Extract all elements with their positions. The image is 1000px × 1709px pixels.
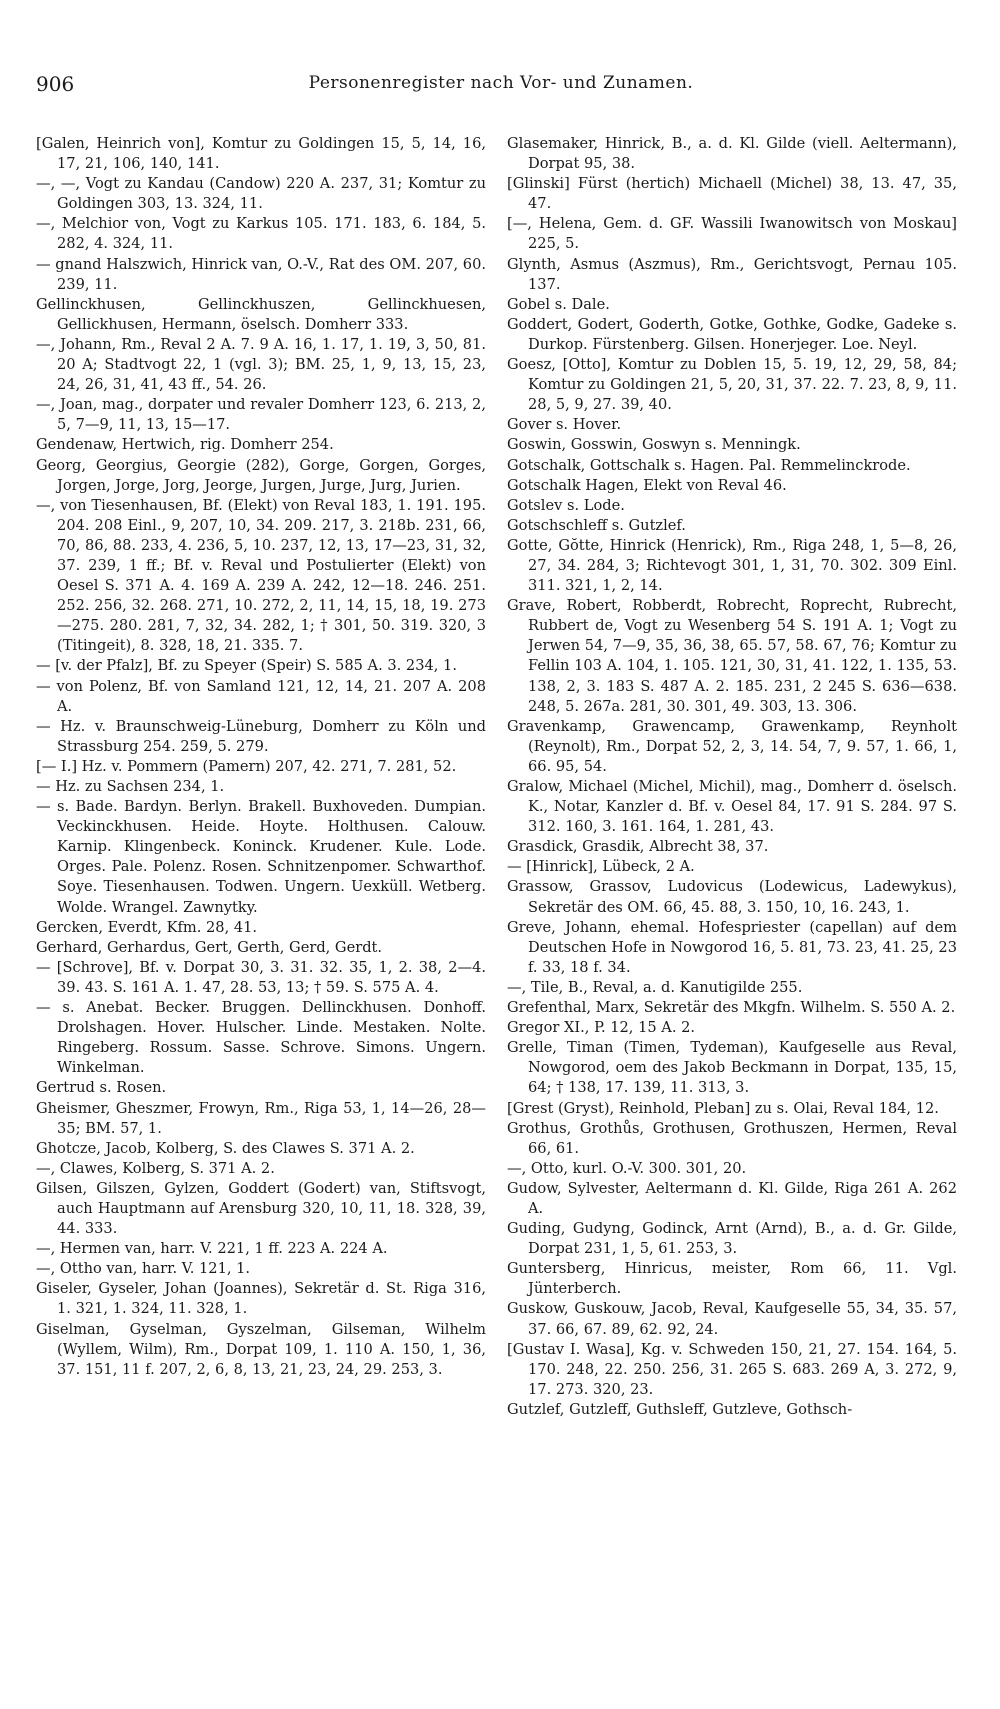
register-entry: [— I.] Hz. v. Pommern (Pamern) 207, 42. 271, 7. 281, 52. [36, 757, 457, 775]
register-entry: [Glinski] Fürst (hertich) Michaell (Michel) 38, 13. 47, 35, 47. [507, 175, 957, 213]
register-entry: —, Melchior von, Vogt zu Karkus 105. 171. 183, 6. 184, 5. 282, 4. 324, 11. [36, 215, 486, 253]
register-entry: — [v. der Pfalz], Bf. zu Speyer (Speir) S. 585 A. 3. 234, 1. [36, 657, 457, 675]
register-entry: Guskow, Guskouw, Jacob, Reval, Kaufgeselle 55, 34, 35. 57, 37. 66, 67. 89, 62. 92, 24. [507, 1300, 957, 1338]
register-entry: [Grest (Gryst), Reinhold, Pleban] zu s. Olai, Reval 184, 12. [507, 1099, 939, 1117]
register-entry: Gravenkamp, Grawencamp, Grawenkamp, Reynholt (Reynolt), Rm., Dorpat 52, 2, 3, 14. 54, 7, 9. 57, 1. 66, 1, 66. 95, 54. [507, 717, 957, 775]
page-number: 906 [36, 72, 75, 96]
register-entry: —, Clawes, Kolberg, S. 371 A. 2. [36, 1159, 275, 1177]
register-entry: Gertrud s. Rosen. [36, 1079, 167, 1097]
register-entry: —, Ottho van, harr. V. 121, 1. [36, 1260, 251, 1278]
page-header [36, 72, 966, 98]
register-entry: Glynth, Asmus (Aszmus), Rm., Gerichtsvogt, Pernau 105. 137. [507, 255, 957, 293]
register-entry: —, Hermen van, harr. V. 221, 1 ff. 223 A. 224 A. [36, 1240, 388, 1258]
register-entry: Greve, Johann, ehemal. Hofespriester (capellan) auf dem Deutschen Hofe in Nowgorod 16, 5. 81, 73. 23, 41. 25, 23 f. 33, 18 f. 34. [507, 918, 957, 976]
register-entry: [—, Helena, Gem. d. GF. Wassili Iwanowitsch von Moskau] 225, 5. [507, 215, 957, 253]
register-entry: Gotslev s. Lode. [507, 496, 625, 514]
register-entry: — [Hinrick], Lübeck, 2 A. [507, 858, 695, 876]
register-entry: Gotschalk, Gottschalk s. Hagen. Pal. Remmelinckrode. [507, 456, 911, 474]
register-entry: —, Tile, B., Reval, a. d. Kanutigilde 255. [507, 978, 803, 996]
register-entry: Grave, Robert, Robberdt, Robrecht, Roprecht, Rubrecht, Rubbert de, Vogt zu Wesenberg 54 S. 191 A. 1; Vogt zu Jerwen 54, 7—9, 35, 36, 38, 65. 57, 58. 67, 76; Komtur zu Fellin 103 A. 104, 1. 105. 121, 30, 31, 41. 122, 1. 135, 53. 138, 2, 3. 183 S. 487 A. 2. 185. 231, 2 245 S. 636—638. 248, 5. 267a. 281, 30. 301, 49. 303, 13. 306. [507, 597, 957, 715]
register-entry: Goddert, Godert, Goderth, Gotke, Gothke, Godke, Gadeke s. Durkop. Fürstenberg. Gilsen. Honerjeger. Loe. Neyl. [507, 315, 957, 353]
register-entry: —, von Tiesenhausen, Bf. (Elekt) von Reval 183, 1. 191. 195. 204. 208 Einl., 9, 207, 10, 34. 209. 217, 3. 218b. 231, 66, 70, 86, 88. 233, 4. 236, 5, 10. 237, 12, 13, 17—23, 31, 32, 37. 239, 1 ff.; Bf. v. Reval und Postulierter (Elekt) von Oesel S. 371 A. 4. 169 A. 239 A. 242, 12—18. 246. 251. 252. 256, 32. 268. 271, 10. 272, 2, 11, 14, 15, 18, 19. 273—275. 280. 281, 7, 32, 34. 282, 1; † 301, 50. 319. 320, 3 (Titingeit), 8. 328, 18, 21. 335. 7. [36, 496, 486, 655]
register-entry: Giseler, Gyseler, Johan (Joannes), Sekretär d. St. Riga 316, 1. 321, 1. 324, 11. 328, 1. [36, 1280, 486, 1318]
register-entry: Grelle, Timan (Timen, Tydeman), Kaufgeselle aus Reval, Nowgorod, oem des Jakob Beckmann in Dorpat, 135, 15, 64; † 138, 17. 139, 11. 313, 3. [507, 1039, 957, 1097]
register-entry: Grefenthal, Marx, Sekretär des Mkgfn. Wilhelm. S. 550 A. 2. [507, 999, 956, 1017]
register-entry: Gellinckhusen, Gellinckhuszen, Gellinckhuesen, Gellickhusen, Hermann, öselsch. Domherr 333. [36, 295, 486, 333]
register-entry: Ghotcze, Jacob, Kolberg, S. des Clawes S. 371 A. 2. [36, 1139, 415, 1157]
register-entry: Gobel s. Dale. [507, 295, 610, 313]
register-entry: Gutzlef, Gutzleff, Guthsleff, Gutzleve, Gothsch- [507, 1400, 853, 1418]
right-column [507, 134, 957, 1420]
register-entry: Glasemaker, Hinrick, B., a. d. Kl. Gilde (viell. Aeltermann), Dorpat 95, 38. [507, 135, 957, 173]
register-entry: Gercken, Everdt, Kfm. 28, 41. [36, 918, 258, 936]
register-entry: Gralow, Michael (Michel, Michil), mag., Domherr d. öselsch. K., Notar, Kanzler d. Bf. v. Oesel 84, 17. 91 S. 284. 97 S. 312. 160, 3. 161. 164, 1. 281, 43. [507, 778, 957, 836]
register-entry: Gotte, Gŏtte, Hinrick (Henrick), Rm., Riga 248, 1, 5—8, 26, 27, 34. 284, 3; Richtevogt 301, 1, 31, 70. 302. 309 Einl. 311. 321, 1, 2, 14. [507, 536, 957, 595]
register-entry: — s. Bade. Bardyn. Berlyn. Brakell. Buxhoveden. Dumpian. Veckinckhusen. Heide. Hoyte. Holthusen. Calouw. Karnip. Klingenbeck. Koninck. Krudener. Kule. Lode. Orges. Pale. Polenz. Rosen. Schnitzenpomer. Schwarthof. Soye. Tiesenhausen. Todwen. Ungern. Uexküll. Wetberg. Wolde. Wrangel. Zawnytky. [36, 798, 486, 916]
register-entry: Giselman, Gyselman, Gyszelman, Gilseman, Wilhelm (Wyllem, Wilm), Rm., Dorpat 109, 1. 110 A. 150, 1, 36, 37. 151, 11 f. 207, 2, 6, 8, 13, 21, 23, 24, 29. 253, 3. [36, 1320, 486, 1378]
register-entry: Gheismer, Gheszmer, Frowyn, Rm., Riga 53, 1, 14—26, 28—35; BM. 57, 1. [36, 1099, 486, 1137]
register-entry: Guntersberg, Hinricus, meister, Rom 66, 11. Vgl. Jünterberch. [507, 1260, 957, 1298]
register-entry: — Hz. v. Braunschweig-Lüneburg, Domherr zu Köln und Strassburg 254. 259, 5. 279. [36, 717, 486, 755]
register-entry: Gregor XI., P. 12, 15 A. 2. [507, 1019, 696, 1037]
register-entry: Guding, Gudyng, Godinck, Arnt (Arnd), B., a. d. Gr. Gilde, Dorpat 231, 1, 5, 61. 253, 3. [507, 1220, 957, 1258]
register-entry: — von Polenz, Bf. von Samland 121, 12, 14, 21. 207 A. 208 A. [36, 677, 486, 715]
register-entry: — gnand Halszwich, Hinrick van, O.-V., Rat des OM. 207, 60. 239, 11. [36, 255, 486, 293]
register-entry: Grasdick, Grasdik, Albrecht 38, 37. [507, 838, 769, 856]
register-entry: [Galen, Heinrich von], Komtur zu Goldingen 15, 5, 14, 16, 17, 21, 106, 140, 141. [36, 135, 486, 173]
register-entry: — [Schrove], Bf. v. Dorpat 30, 3. 31. 32. 35, 1, 2. 38, 2—4. 39. 43. S. 161 A. 1. 47, 28. 53, 13; † 59. S. 575 A. 4. [36, 958, 486, 996]
register-entry: Goswin, Gosswin, Goswyn s. Menningk. [507, 436, 801, 454]
register-entry: Gover s. Hover. [507, 416, 622, 434]
register-entry: —, Johann, Rm., Reval 2 A. 7. 9 A. 16, 1. 17, 1. 19, 3, 50, 81. 20 A; Stadtvogt 22, 1 (vgl. 3); BM. 25, 1, 9, 13, 15, 23, 24, 26, 31, 41, 43 ff., 54. 26. [36, 335, 486, 394]
register-entry: —, —, Vogt zu Kandau (Candow) 220 A. 237, 31; Komtur zu Goldingen 303, 13. 324, 11. [36, 175, 486, 213]
register-entry: Gilsen, Gilszen, Gylzen, Goddert (Godert) van, Stiftsvogt, auch Hauptmann auf Arensburg 320, 10, 11, 18. 328, 39, 44. 333. [36, 1179, 486, 1238]
register-entry: — Hz. zu Sachsen 234, 1. [36, 778, 225, 795]
register-entry: Gerhard, Gerhardus, Gert, Gerth, Gerd, Gerdt. [36, 938, 383, 956]
register-entry: Gotschalk Hagen, Elekt von Reval 46. [507, 476, 787, 494]
register-entry: Grothus, Grothůs, Grothusen, Grothuszen, Hermen, Reval 66, 61. [507, 1119, 957, 1157]
register-entry: —, Otto, kurl. O.-V. 300. 301, 20. [507, 1159, 747, 1177]
running-title: Personenregister nach Vor- und Zunamen. [308, 73, 694, 93]
register-entry: Gotschschleff s. Gutzlef. [507, 516, 686, 534]
register-entry: Goesz, [Otto], Komtur zu Doblen 15, 5. 19, 12, 29, 58, 84; Komtur zu Goldingen 21, 5, 20, 31, 37. 22. 7. 23, 8, 9, 11. 28, 5, 9, 27. 39, 40. [507, 356, 957, 414]
register-entry: [Gustav I. Wasa], Kg. v. Schweden 150, 21, 27. 154. 164, 5. 170. 248, 22. 250. 256, 31. 265 S. 683. 269 A, 3. 272, 9, 17. 273. 320, 23. [507, 1340, 957, 1398]
register-entry: Georg, Georgius, Georgie (282), Gorge, Gorgen, Gorges, Jorgen, Jorge, Jorg, Jeorge, Jurgen, Jurge, Jurg, Jurien. [36, 456, 486, 494]
register-entry: —, Joan, mag., dorpater und revaler Domherr 123, 6. 213, 2, 5, 7—9, 11, 13, 15—17. [36, 396, 486, 434]
left-column [36, 134, 486, 1380]
register-entry: Gudow, Sylvester, Aeltermann d. Kl. Gilde, Riga 261 A. 262 A. [507, 1179, 957, 1217]
register-entry: — s. Anebat. Becker. Bruggen. Dellinckhusen. Donhoff. Drolshagen. Hover. Hulscher. Linde. Mestaken. Nolte. Ringeberg. Rossum. Sasse. Schrove. Simons. Ungern. Winkelman. [36, 999, 486, 1077]
register-entry: Grassow, Grassov, Ludovicus (Lodewicus, Ladewykus), Sekretär des OM. 66, 45. 88, 3. 150, 10, 16. 243, 1. [507, 878, 957, 916]
register-entry: Gendenaw, Hertwich, rig. Domherr 254. [36, 436, 334, 454]
